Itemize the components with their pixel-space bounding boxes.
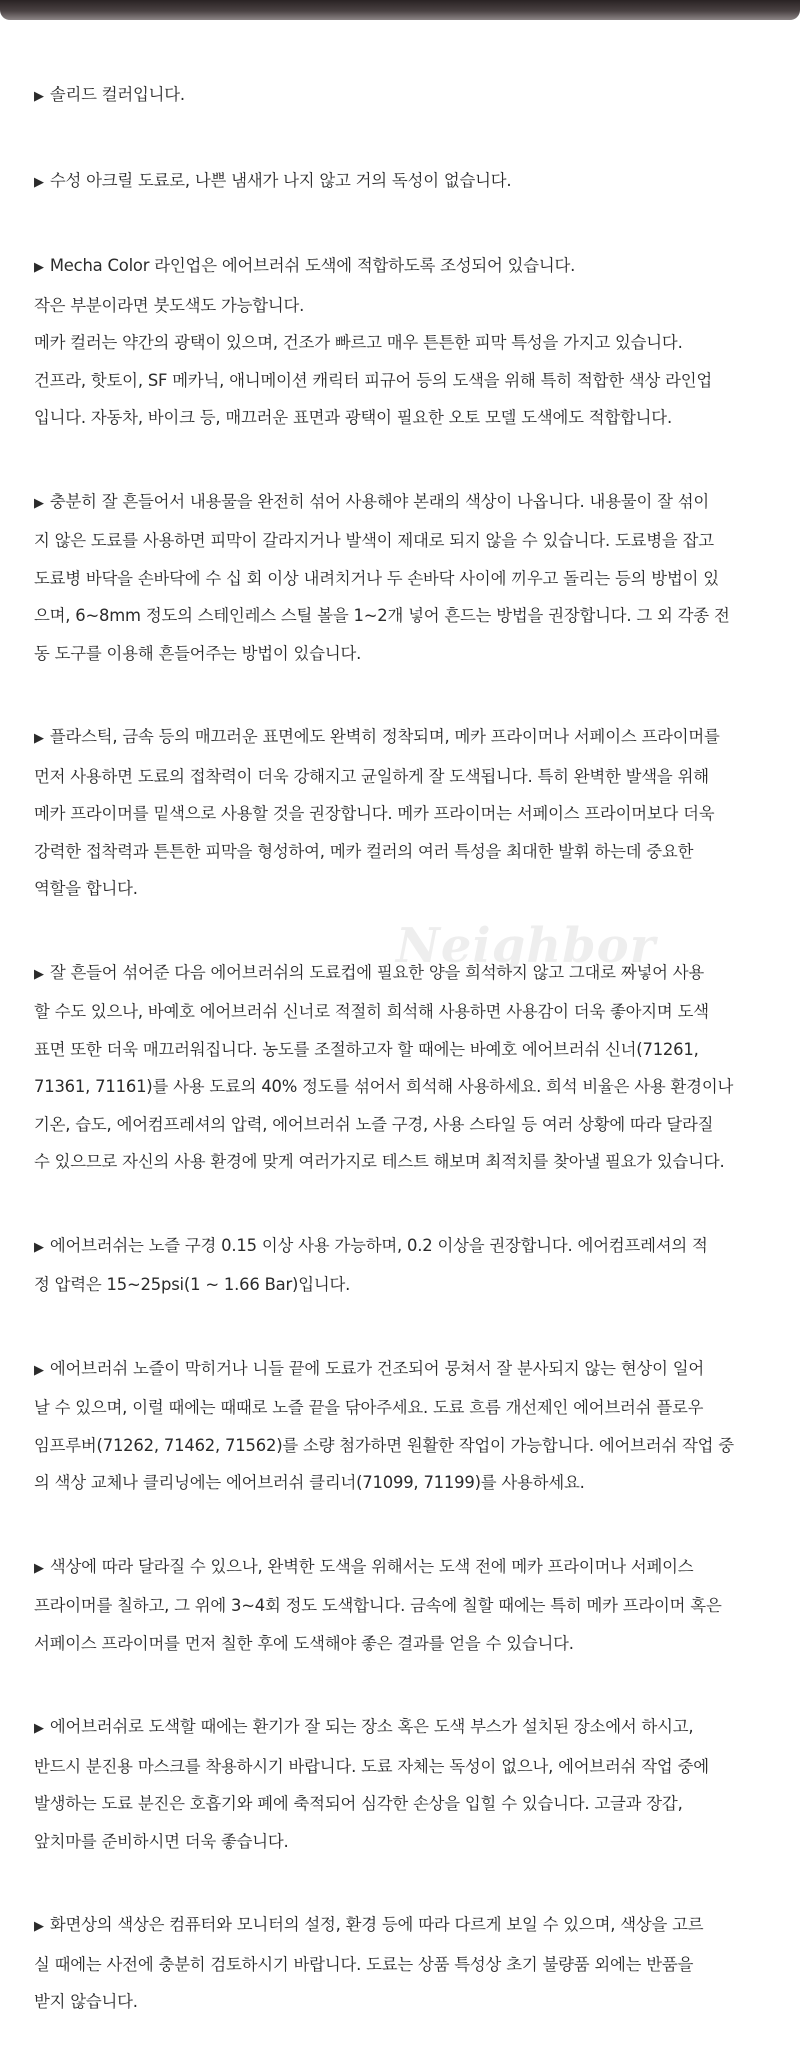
description-line: [34, 795, 794, 833]
line-text: 플라스틱, 금속 등의 매끄러운 표면에도 완벽히 정착되며, 메카 프라이머나 서페이스 프라이머를: [49, 727, 720, 746]
description-line: [34, 635, 794, 673]
line-text: 충분히 잘 흔들어서 내용물을 완전히 섞어 사용해야 본래의 색상이 나옵니다. 내용물이 잘 섞이: [49, 491, 710, 511]
line-text: 받지 않습니다.: [34, 1992, 138, 2011]
description-line: [34, 833, 794, 871]
description-line: [34, 1785, 794, 1823]
description-section: [34, 1708, 794, 1860]
description-section: [34, 1227, 794, 1304]
line-text: 발생하는 도료 분진은 호흡기와 폐에 축적되어 심각한 손상을 입힐 수 있습니다. 고글과 장갑,: [34, 1794, 683, 1813]
description-line: [34, 758, 794, 796]
line-text: 기온, 습도, 에어컴프레셔의 압력, 에어브러쉬 노즐 구경, 사용 스타일 등 여러 상황에 따라 달라질: [34, 1114, 714, 1134]
description-section: [34, 247, 794, 437]
description-line: [34, 1464, 794, 1502]
line-text: 강력한 접착력과 튼튼한 피막을 형성하여, 메카 컬러의 여러 특성을 최대한 발휘 하는데 중요한: [34, 841, 694, 861]
description-line: [34, 1548, 794, 1588]
bullet-arrow-icon: ▶: [34, 1721, 44, 1736]
description-section: [34, 718, 794, 908]
description-section: [34, 1548, 794, 1663]
description-line: [34, 399, 794, 437]
description-line: [34, 1266, 794, 1304]
line-text: 색상에 따라 달라질 수 있으나, 완벽한 도색을 위해서는 도색 전에 메카 프라이머나 서페이스: [49, 1556, 694, 1576]
line-text: 할 수도 있으나, 바예호 에어브러쉬 신너로 적절히 희석해 사용하면 사용감이 더욱 좋아지며 도색: [34, 1002, 709, 1021]
description-line: [34, 247, 794, 287]
line-text: 역할을 합니다.: [34, 879, 138, 898]
description-line: [34, 1106, 794, 1144]
description-line: [34, 1748, 794, 1786]
bullet-arrow-icon: ▶: [34, 731, 44, 746]
product-description: [34, 76, 794, 2067]
bullet-arrow-icon: ▶: [34, 1239, 44, 1255]
line-text: 수 있으므로 자신의 사용 환경에 맞게 여러가지로 테스트 해보며 최적치를 찾아낼 필요가 있습니다.: [34, 1152, 725, 1171]
bullet-arrow-icon: ▶: [34, 495, 44, 511]
description-line: [34, 560, 794, 598]
description-line: [34, 1350, 794, 1390]
description-line: [34, 718, 794, 758]
description-line: [34, 1389, 794, 1427]
line-text: 도료병 바닥을 손바닥에 수 십 회 이상 내려치거나 두 손바닥 사이에 끼우고 돌리는 등의 방법이 있: [34, 568, 719, 588]
line-text: 에어브러쉬는 노즐 구경 0.15 이상 사용 가능하며, 0.2 이상을 권장합니다. 에어컴프레셔의 적: [49, 1235, 708, 1255]
line-text: 수성 아크릴 도료로, 나쁜 냄새가 나지 않고 거의 독성이 없습니다.: [49, 170, 512, 190]
line-text: 표면 또한 더욱 매끄러워집니다. 농도를 조절하고자 할 때에는 바예호 에어브러쉬 신너(71261,: [34, 1039, 699, 1059]
line-text: 먼저 사용하면 도료의 접착력이 더욱 강해지고 균일하게 잘 도색됩니다. 특히 완벽한 발색을 위해: [34, 766, 709, 786]
line-text: 에어브러쉬 노즐이 막히거나 니들 끝에 도료가 건조되어 뭉쳐서 잘 분사되지 않는 현상이 일어: [49, 1358, 704, 1378]
description-line: [34, 1227, 794, 1267]
description-line: [34, 1625, 794, 1663]
line-text: 지 않은 도료를 사용하면 피막이 갈라지거나 발색이 제대로 되지 않을 수 있습니다. 도료병을 잡고: [34, 531, 714, 550]
description-section: [34, 76, 794, 116]
line-text: 건프라, 핫토이, SF 메카닉, 애니메이션 캐릭터 피규어 등의 도색을 위해 특히 적합한 색상 라인업: [34, 370, 713, 390]
description-line: [34, 522, 794, 560]
description-line: [34, 954, 794, 994]
line-text: 화면상의 색상은 컴퓨터와 모니터의 설정, 환경 등에 따라 다르게 보일 수 있으며, 색상을 고르: [49, 1915, 704, 1934]
description-section: [34, 1350, 794, 1502]
description-line: [34, 1587, 794, 1625]
description-line: [34, 287, 794, 325]
bullet-arrow-icon: ▶: [34, 1560, 44, 1576]
description-section: [34, 954, 794, 1181]
description-line: [34, 324, 794, 362]
line-text: 에어브러쉬로 도색할 때에는 환기가 잘 되는 장소 혹은 도색 부스가 설치된 장소에서 하시고,: [49, 1717, 694, 1736]
description-section: [34, 483, 794, 673]
line-text: 앞치마를 준비하시면 더욱 좋습니다.: [34, 1831, 289, 1851]
bullet-arrow-icon: ▶: [34, 260, 44, 275]
line-text: 메카 컬러는 약간의 광택이 있으며, 건조가 빠르고 매우 튼튼한 피막 특성을 가지고 있습니다.: [34, 333, 683, 352]
line-text: 입니다. 자동차, 바이크 등, 매끄러운 표면과 광택이 필요한 오토 모델 도색에도 적합합니다.: [34, 408, 672, 427]
line-text: 71361, 71161)를 사용 도료의 40% 정도를 섞어서 희석해 사용하세요. 희석 비율은 사용 환경이나: [34, 1077, 734, 1096]
line-text: 동 도구를 이용해 흔들어주는 방법이 있습니다.: [34, 643, 362, 663]
bullet-arrow-icon: ▶: [34, 89, 44, 104]
bullet-arrow-icon: ▶: [34, 1362, 44, 1378]
description-line: [34, 1708, 794, 1748]
line-text: 솔리드 컬러입니다.: [49, 85, 185, 104]
description-line: [34, 362, 794, 400]
line-text: 임프루버(71262, 71462, 71562)를 소량 첨가하면 원활한 작업이 가능합니다. 에어브러쉬 작업 중: [34, 1435, 734, 1455]
line-text: 프라이머를 칠하고, 그 위에 3~4회 정도 도색합니다. 금속에 칠할 때에는 특히 메카 프라이머 혹은: [34, 1596, 722, 1615]
description-line: [34, 1031, 794, 1069]
description-line: [34, 870, 794, 908]
line-text: 정 압력은 15~25psi(1 ~ 1.66 Bar)입니다.: [34, 1275, 351, 1294]
watermark: Neighbor: [396, 918, 656, 974]
description-line: [34, 597, 794, 635]
line-text: 작은 부분이라면 붓도색도 가능합니다.: [34, 295, 305, 315]
line-text: 실 때에는 사전에 충분히 검토하시기 바랍니다. 도료는 상품 특성상 초기 불량품 외에는 반품을: [34, 1954, 694, 1974]
description-section: [34, 1906, 794, 2021]
description-line: [34, 1823, 794, 1861]
description-line: [34, 1906, 794, 1946]
line-text: 메카 프라이머를 밑색으로 사용할 것을 권장합니다. 메카 프라이머는 서페이스 프라이머보다 더욱: [34, 804, 715, 823]
bullet-arrow-icon: ▶: [34, 174, 44, 190]
line-text: Mecha Color 라인업은 에어브러쉬 도색에 적합하도록 조성되어 있습니다.: [49, 256, 576, 275]
description-line: [34, 1427, 794, 1465]
bullet-arrow-icon: ▶: [34, 1919, 44, 1934]
description-line: [34, 1143, 794, 1181]
description-section: [34, 162, 794, 202]
line-text: 반드시 분진용 마스크를 착용하시기 바랍니다. 도료 자체는 독성이 없으나, 에어브러쉬 작업 중에: [34, 1756, 709, 1776]
description-line: [34, 76, 794, 116]
line-text: 날 수 있으며, 이럴 때에는 때때로 노즐 끝을 닦아주세요. 도료 흐름 개선제인 에어브러쉬 플로우: [34, 1398, 704, 1417]
description-line: [34, 1983, 794, 2021]
line-text: 으며, 6~8mm 정도의 스테인레스 스틸 볼을 1~2개 넣어 흔드는 방법을 권장합니다. 그 외 각종 전: [34, 606, 730, 625]
line-text: 서페이스 프라이머를 먼저 칠한 후에 도색해야 좋은 결과를 얻을 수 있습니다.: [34, 1633, 574, 1653]
bullet-arrow-icon: ▶: [34, 966, 44, 982]
description-line: [34, 162, 794, 202]
description-line: [34, 483, 794, 523]
top-decorative-bar: [0, 0, 800, 20]
line-text: 의 색상 교체나 클리닝에는 에어브러쉬 클리너(71099, 71199)를 사용하세요.: [34, 1473, 585, 1492]
description-line: [34, 1068, 794, 1106]
description-line: [34, 1946, 794, 1984]
description-line: [34, 993, 794, 1031]
line-text: 잘 흔들어 섞어준 다음 에어브러쉬의 도료컵에 필요한 양을 희석하지 않고 그대로 짜넣어 사용: [49, 962, 704, 982]
